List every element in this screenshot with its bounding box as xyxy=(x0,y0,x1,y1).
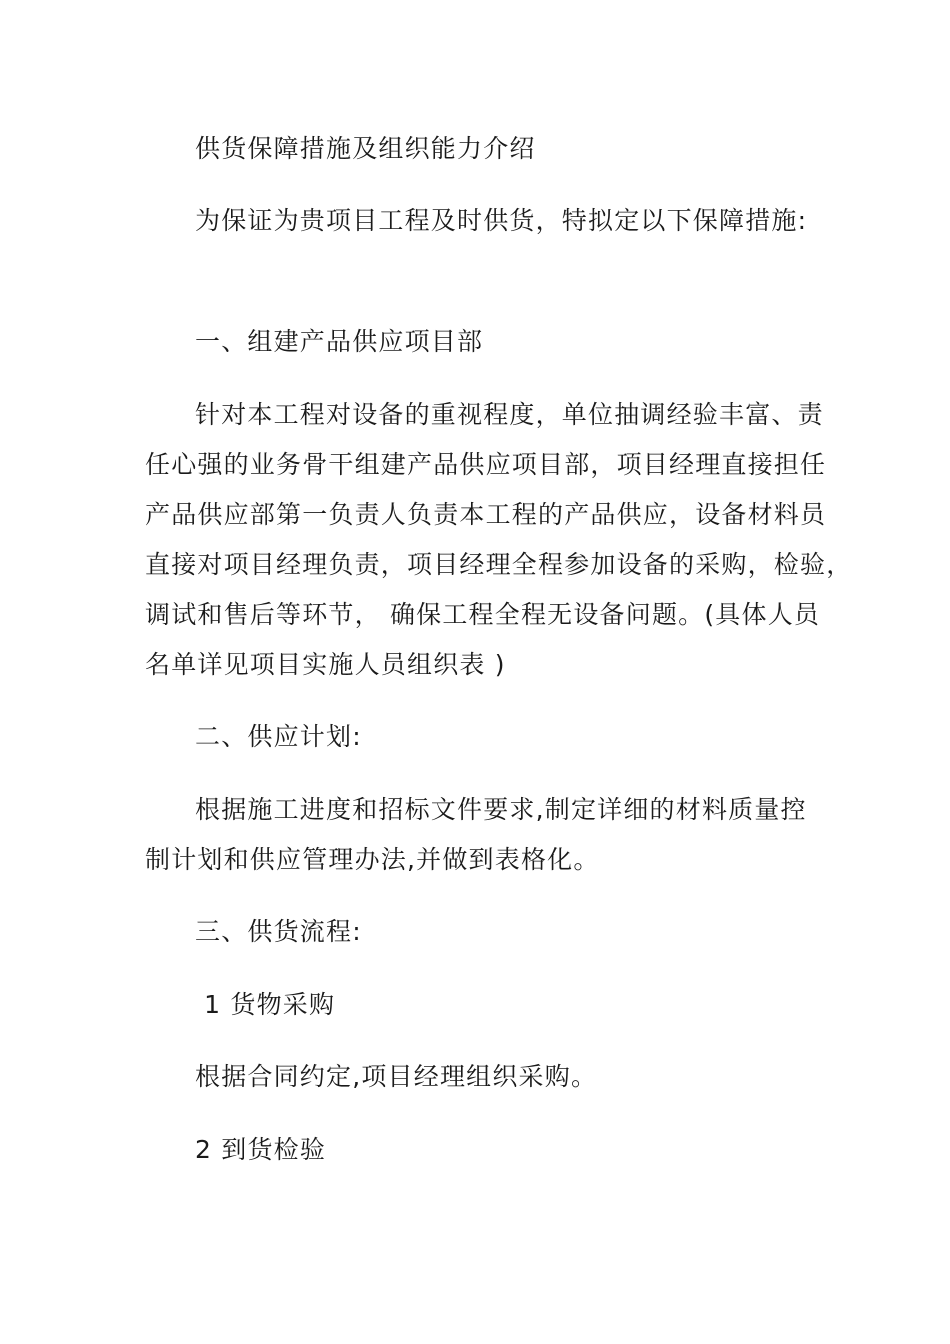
step1-heading: 1 货物采购 xyxy=(195,990,336,1019)
section1-para-line: 产品供应部第一负责人负责本工程的产品供应，设备材料员 xyxy=(145,500,827,529)
intro-text: 为保证为贵项目工程及时供货，特拟定以下保障措施: xyxy=(195,206,808,235)
section2-heading: 二、供应计划: xyxy=(195,722,362,751)
section1-para-line: 针对本工程对设备的重视程度，单位抽调经验丰富、责 xyxy=(195,400,824,429)
document-title: 供货保障措施及组织能力介绍 xyxy=(195,134,536,163)
step2-heading: 2 到货检验 xyxy=(195,1135,327,1164)
step1-text: 根据合同约定,项目经理组织采购。 xyxy=(195,1062,598,1091)
section2-para-line: 根据施工进度和招标文件要求,制定详细的材料质量控 xyxy=(195,795,807,824)
section2-para-line: 制计划和供应管理办法,并做到表格化。 xyxy=(145,845,600,874)
section1-para-line: 直接对项目经理负责，项目经理全程参加设备的采购，检验， xyxy=(145,550,853,579)
section1-heading: 一、组建产品供应项目部 xyxy=(195,327,484,356)
section1-para-line: 名单详见项目实施人员组织表 ) xyxy=(145,650,506,679)
section1-para-line: 调试和售后等环节， 确保工程全程无设备问题。(具体人员 xyxy=(145,600,821,629)
section1-para-line: 任心强的业务骨干组建产品供应项目部，项目经理直接担任 xyxy=(145,450,827,479)
section3-heading: 三、供货流程: xyxy=(195,917,362,946)
